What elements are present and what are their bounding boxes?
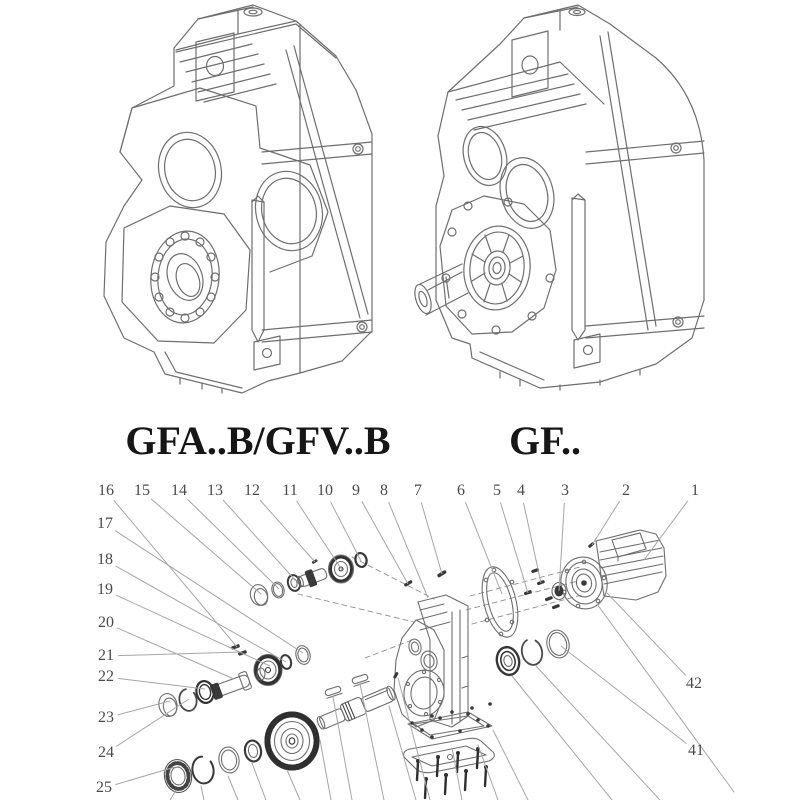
leader-line-6: [465, 502, 502, 594]
part-number-19: 19: [97, 581, 113, 598]
adapter-flange-gasket: [476, 563, 524, 641]
gearbox-housing: [394, 595, 468, 727]
leader-line-23: [118, 701, 170, 715]
motor-unit: [556, 530, 666, 613]
flange-bolt-holes: [442, 198, 554, 334]
leader-line-11: [297, 501, 342, 570]
assembly-axis-lines: [298, 557, 582, 658]
input-pinion-set: [248, 552, 368, 608]
cover-spokes: [472, 235, 523, 302]
output-shaft: [412, 264, 468, 315]
part-number-15: 15: [134, 482, 150, 499]
exploded-view: [157, 530, 734, 800]
part-number-8: 8: [380, 482, 388, 499]
mount-hole: [207, 57, 224, 76]
leader-line-9: [362, 502, 408, 585]
leader-line-15: [151, 499, 261, 594]
part-number-6: 6: [457, 482, 465, 499]
part-number-12: 12: [244, 482, 260, 499]
part-number-4: 4: [517, 482, 525, 499]
part-number-25: 25: [96, 779, 112, 796]
cover-gaskets: [404, 702, 495, 798]
leader-line-17: [115, 531, 303, 653]
part-number-10: 10: [317, 482, 333, 499]
part-number-22: 22: [98, 668, 114, 685]
caption-gf: GF..: [509, 418, 581, 463]
part-number-20: 20: [98, 614, 114, 631]
part-number-14: 14: [171, 482, 187, 499]
leader-line-14: [188, 499, 279, 589]
part-number-3: 3: [561, 482, 569, 499]
leader-line-7: [421, 503, 442, 575]
part-number-16: 16: [98, 482, 114, 499]
leader-line-10: [331, 502, 362, 561]
gfa-gfv-unit-drawing: [104, 5, 372, 393]
output-shaft-set: [315, 674, 398, 733]
leader-line-3: [559, 503, 564, 591]
leader-line-19: [116, 595, 270, 666]
part-number-9: 9: [352, 482, 360, 499]
caption-gfa-gfv: GFA..B/GFV..B: [125, 418, 391, 463]
part-number-5: 5: [493, 482, 501, 499]
bearing-ring-set: [494, 628, 572, 677]
leader-line-18: [116, 566, 287, 662]
cut-off-leader-lines: [170, 604, 734, 800]
leader-line-22: [118, 678, 205, 689]
part-number-2: 2: [622, 482, 630, 499]
part-number-23: 23: [98, 709, 114, 726]
part-number-42: 42: [686, 675, 702, 692]
part-number-13: 13: [207, 482, 223, 499]
leader-line-20: [117, 628, 234, 679]
leader-line-24: [116, 699, 189, 747]
leader-line-21: [118, 652, 241, 656]
part-number-24: 24: [98, 744, 114, 761]
part-number-7: 7: [414, 482, 422, 499]
output-gear-set: [162, 712, 319, 795]
fasteners: [393, 542, 595, 680]
part-number-11: 11: [282, 482, 298, 499]
leader-line-16: [114, 500, 237, 647]
bearing-rollers: [151, 232, 219, 322]
intermediate-gear-set: [157, 644, 312, 718]
leader-line-1: [644, 501, 688, 560]
leader-line-25: [116, 767, 176, 785]
leader-line-5: [501, 503, 529, 594]
part-number-1: 1: [691, 482, 699, 499]
part-number-41: 41: [688, 742, 704, 759]
leader-line-2: [592, 501, 620, 545]
leader-line-8: [389, 502, 428, 598]
leader-line-13: [223, 500, 296, 581]
part-number-21: 21: [98, 647, 114, 664]
leader-line-12: [260, 500, 315, 562]
leader-line-41: [561, 646, 687, 744]
part-number-18: 18: [97, 551, 113, 568]
part-number-17: 17: [97, 515, 113, 532]
leader-line-42: [607, 593, 686, 675]
leader-line-4: [524, 503, 542, 583]
gf-unit-drawing: [412, 5, 704, 390]
